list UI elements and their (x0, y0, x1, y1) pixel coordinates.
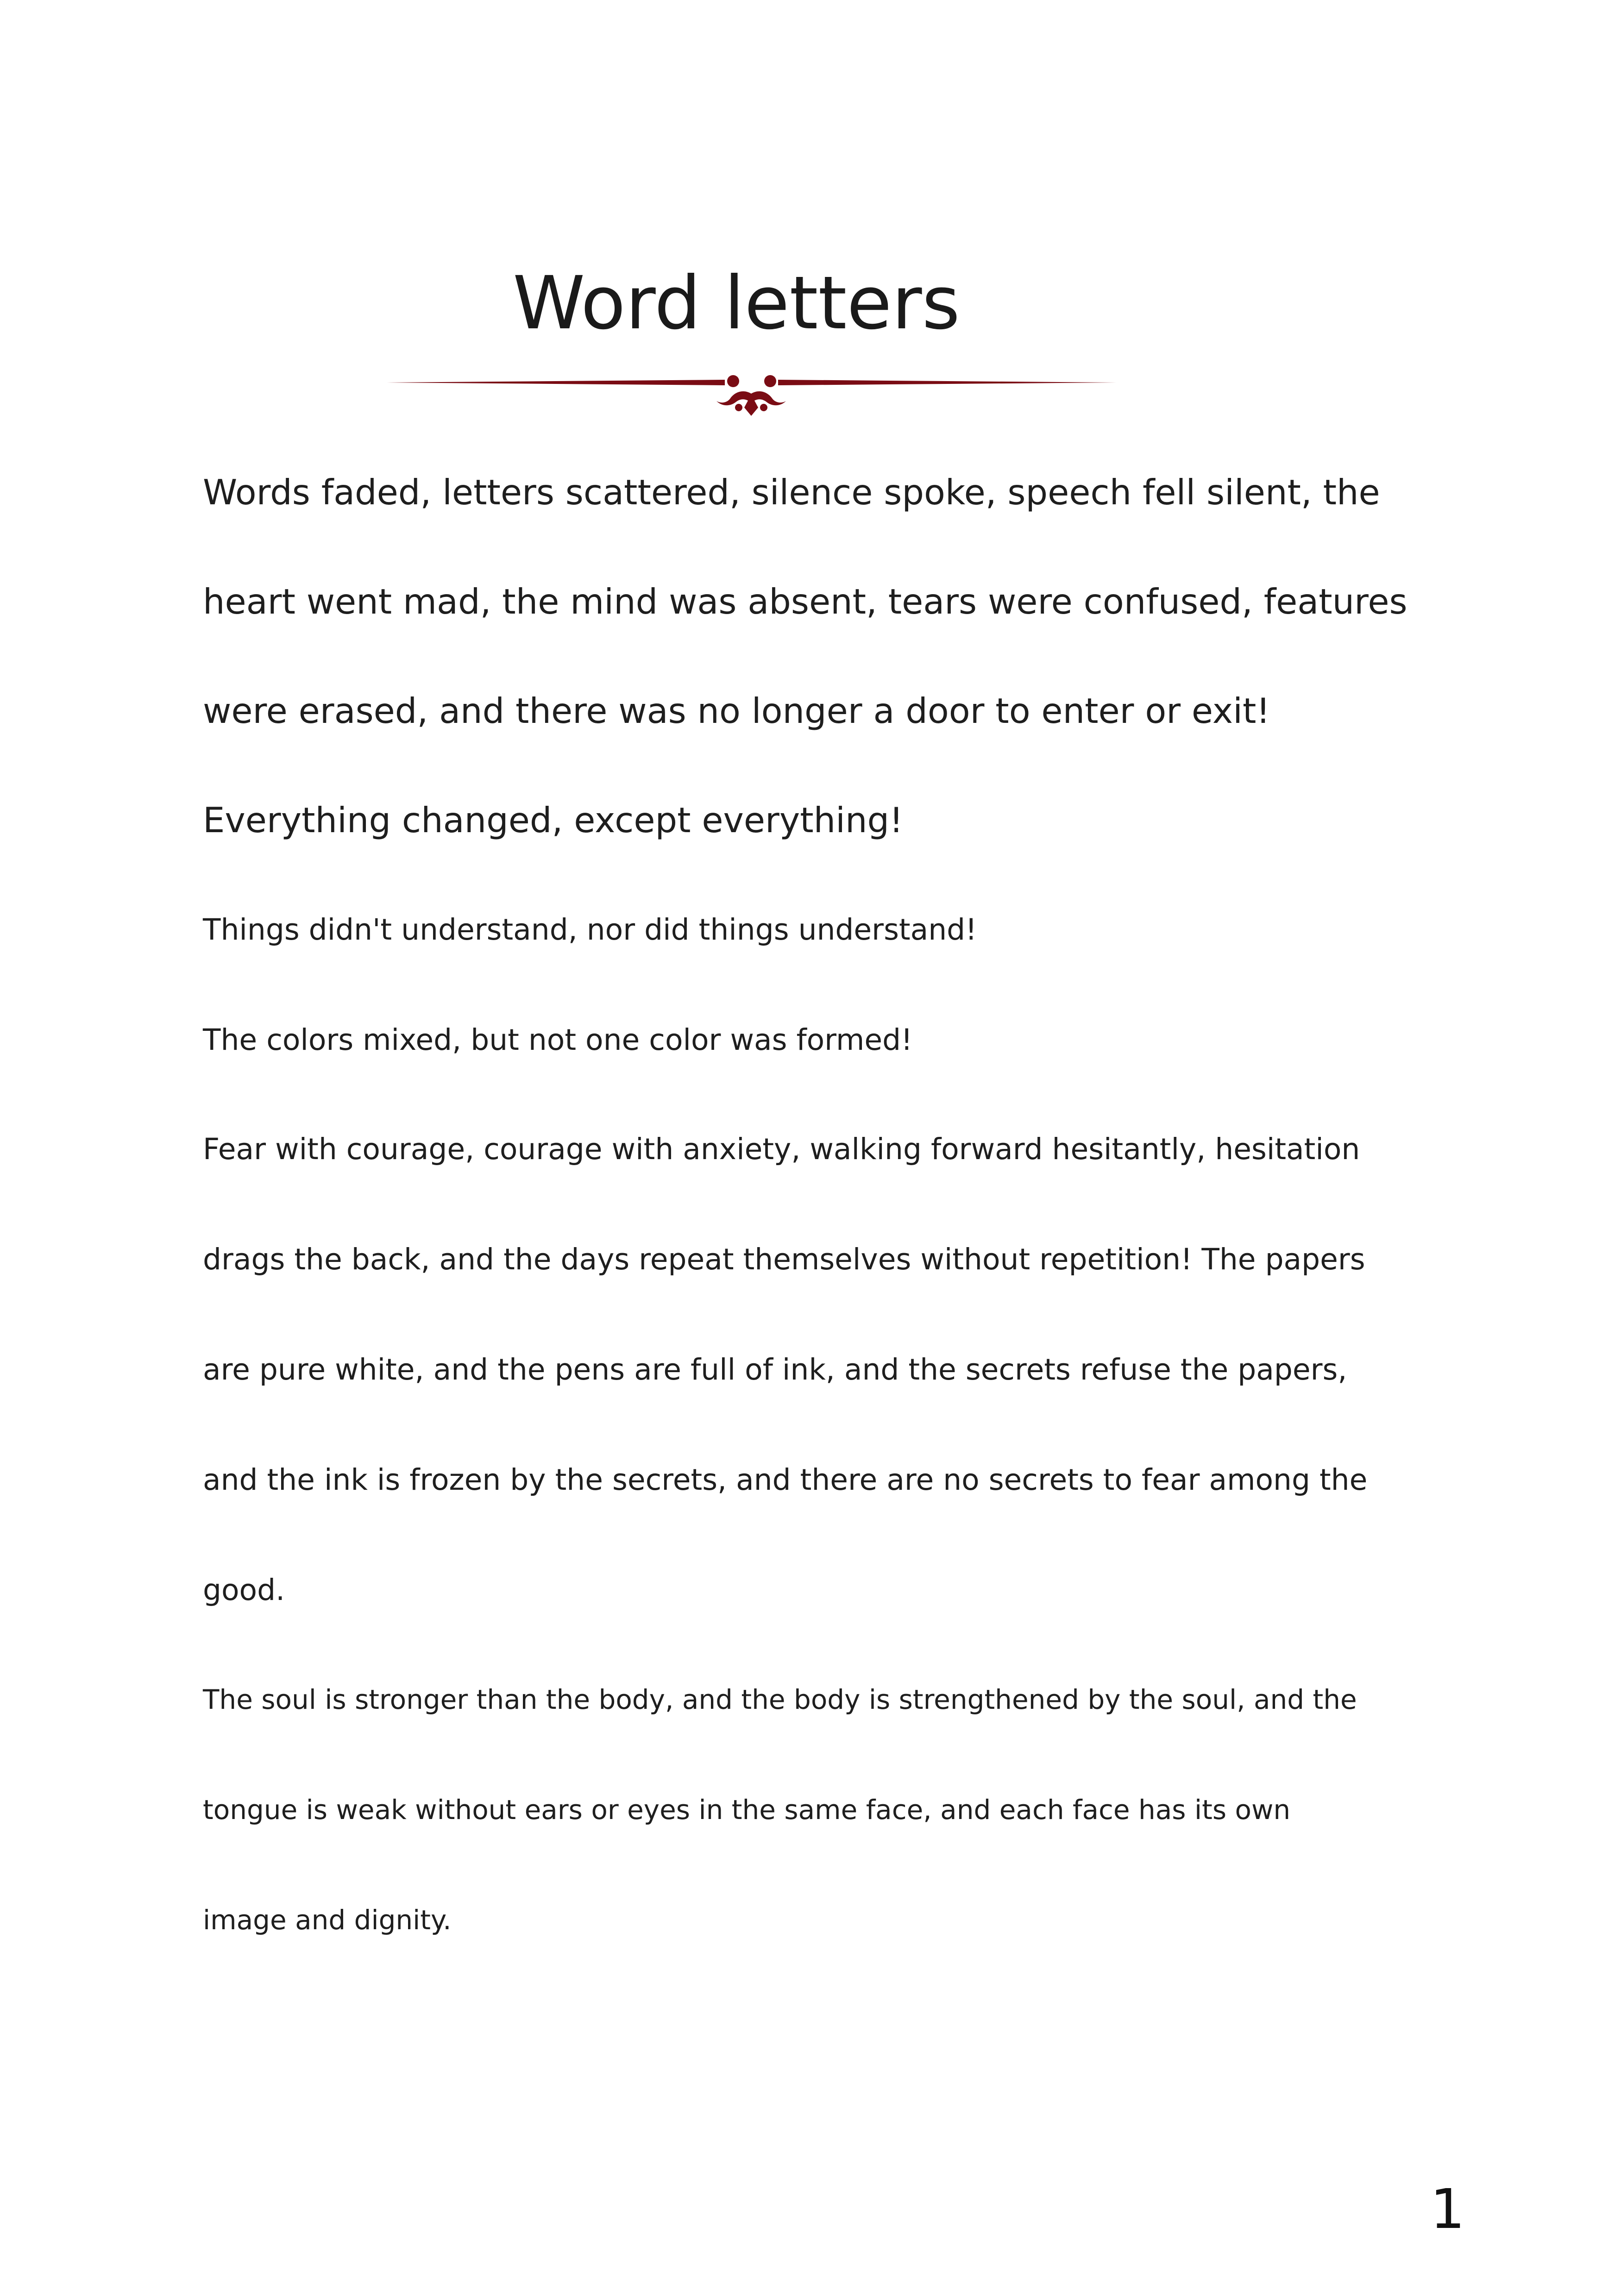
text-line: heart went mad, the mind was absent, tears were confused, features (203, 581, 1407, 622)
text-line: are pure white, and the pens are full of ink, and the secrets refuse the papers, (203, 1353, 1347, 1386)
text-line: The colors mixed, but not one color was formed! (203, 1023, 913, 1057)
text-line: Fear with courage, courage with anxiety, walking forward hesitantly, hesitation (203, 1132, 1360, 1166)
text-line: Words faded, letters scattered, silence spoke, speech fell silent, the (203, 472, 1380, 513)
flourish-divider-icon (387, 361, 1116, 421)
text-line: image and dignity. (203, 1904, 452, 1936)
text-line: Everything changed, except everything! (203, 800, 904, 841)
text-line: good. (203, 1573, 285, 1607)
text-line: and the ink is frozen by the secrets, and there are no secrets to fear among the (203, 1463, 1368, 1497)
text-line: The soul is stronger than the body, and the body is strengthened by the soul, and the (203, 1684, 1357, 1715)
text-line: tongue is weak without ears or eyes in the same face, and each face has its own (203, 1794, 1291, 1826)
text-line: were erased, and there was no longer a door to enter or exit! (203, 690, 1270, 731)
page-title: Word letters (513, 261, 960, 346)
text-line: Things didn't understand, nor did things understand! (203, 913, 977, 947)
text-line: drags the back, and the days repeat themselves without repetition! The papers (203, 1242, 1365, 1276)
page-number: 1 (1430, 2177, 1465, 2241)
